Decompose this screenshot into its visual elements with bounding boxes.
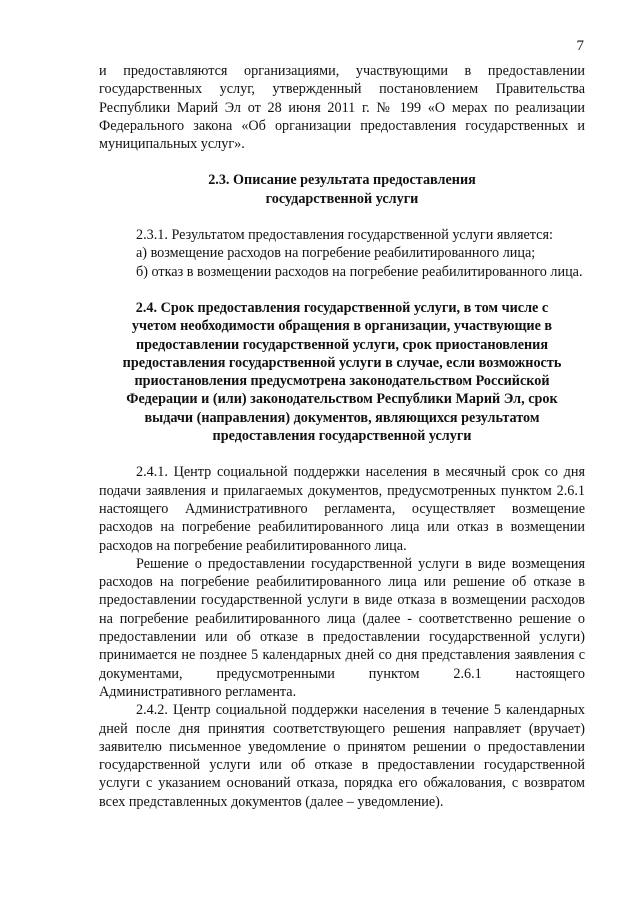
paragraph-2-4-2: 2.4.2. Центр социальной поддержки населения в течение 5 календарных дней после дня принятия соответствующего решения направляет (вручает) заявителю письменное уведомление о принятом решении о предоставлении государственной услуги или об отказе в предоставлении государственной услуги с указанием оснований отказа, порядка его обжалования, с возвратом всех представленных документов (далее – уведомление). — [99, 702, 585, 810]
section-2-3-heading — [119, 171, 565, 208]
section-2-3-heading-line2: государственной услуги — [265, 190, 419, 207]
section-2-4-heading: 2.4. Срок предоставления государственной услуги, в том числе с учетом необходимости обращения в организации, участвующие в предоставлении государственной услуги, срок приостановления предоставления государственной услуги в случае, если возможность приостановления предусмотрена законодательством Российской Федерации и (или) законодательством Республики Марий Эл, срок выдачи (направления) документов, являющихся результатом предоставления государственной услуги — [122, 299, 562, 445]
intro-paragraph: и предоставляются организациями, участвующими в предоставлении государственных услуг, утвержденный постановлением Правительства Республики Марий Эл от 28 июня 2011 г. № 199 «О мерах по реализации Федерального закона «Об организации предоставления государственных и муниципальных услуг». — [99, 63, 585, 153]
paragraph-2-3-1: 2.3.1. Результатом предоставления государственной услуги является: — [136, 227, 553, 244]
paragraph-2-3-1-a: а) возмещение расходов на погребение реабилитированного лица; — [136, 245, 536, 262]
document-body — [99, 62, 585, 811]
paragraph-2-3-1-b: б) отказ в возмещении расходов на погребение реабилитированного лица. — [136, 263, 583, 280]
paragraph-2-4-1: 2.4.1. Центр социальной поддержки населения в месячный срок со дня подачи заявления и прилагаемых документов, предусмотренных пунктом 2.6.1 настоящего Административного регламента, осуществляет возмещение расходов на погребение реабилитированного лица или отказ в возмещении расходов на погребение реабилитированного лица. — [99, 464, 585, 554]
section-2-3-heading-line1: 2.3. Описание результата предоставления — [208, 172, 476, 189]
paragraph-2-4-1-decision: Решение о предоставлении государственной услуги в виде возмещения расходов на погребение реабилитированного лица или решение об отказе в предоставлении государственной услуги в виде отказа в возмещении расходов на погребение реабилитированного лица (далее - соответственно решение о предоставлении или об отказе в предоставлении государственной услуги) принимается не позднее 5 календарных дней со дня представления заявления с документами, предусмотренными пунктом 2.6.1 настоящего Административного регламента. — [99, 555, 585, 700]
page-number: 7 — [576, 38, 584, 54]
